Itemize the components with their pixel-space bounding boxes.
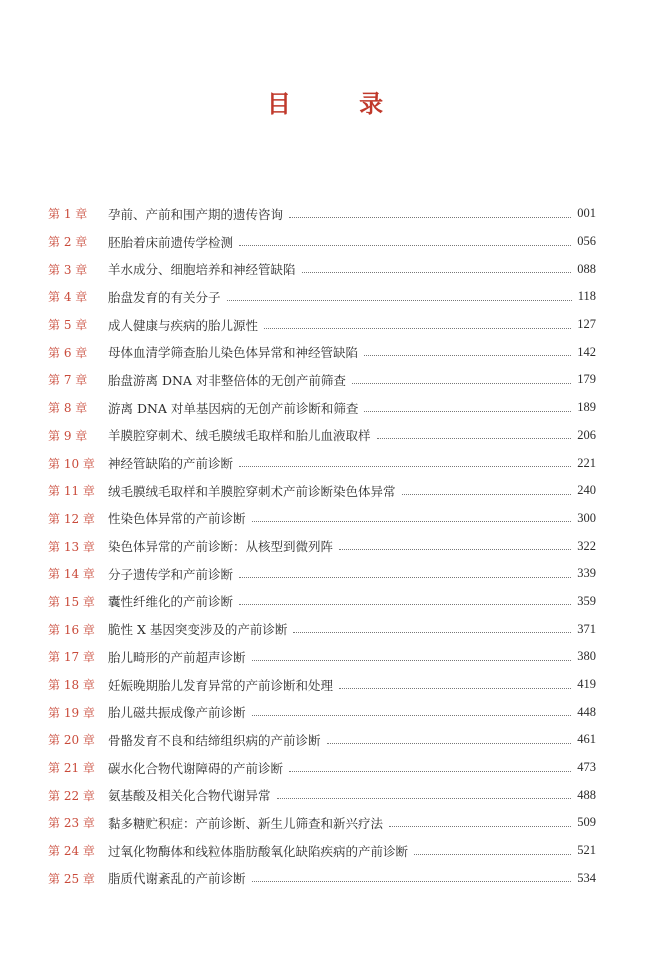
chapter-number: 第 19 章 bbox=[48, 705, 95, 720]
dot-leader bbox=[252, 714, 572, 716]
toc-entry[interactable] bbox=[48, 698, 596, 726]
toc-entry[interactable] bbox=[48, 338, 596, 366]
page-number: 001 bbox=[577, 206, 596, 221]
toc-entry[interactable] bbox=[48, 283, 596, 311]
page-number: 240 bbox=[577, 483, 596, 498]
toc-entry[interactable] bbox=[48, 588, 596, 616]
page-number: 359 bbox=[577, 593, 596, 608]
chapter-number: 第 21 章 bbox=[48, 761, 95, 776]
chapter-title[interactable]: 妊娠晚期胎儿发育异常的产前诊断和处理 bbox=[108, 677, 334, 693]
page-number: 521 bbox=[577, 843, 596, 858]
toc-entry[interactable] bbox=[48, 865, 596, 893]
dot-leader bbox=[327, 742, 572, 744]
chapter-number: 第 13 章 bbox=[48, 539, 95, 554]
page-number: 534 bbox=[577, 870, 596, 885]
dot-leader bbox=[277, 797, 572, 799]
chapter-title[interactable]: 孕前、产前和围产期的遗传咨询 bbox=[108, 206, 284, 222]
chapter-number: 第 17 章 bbox=[48, 650, 95, 665]
page-number: 221 bbox=[577, 455, 596, 470]
page-number: 179 bbox=[577, 372, 596, 387]
toc-entry[interactable] bbox=[48, 781, 596, 809]
toc-entry[interactable] bbox=[48, 366, 596, 394]
toc-entry[interactable] bbox=[48, 671, 596, 699]
toc-entry[interactable] bbox=[48, 837, 596, 865]
page-number: 371 bbox=[577, 621, 596, 636]
chapter-title[interactable]: 过氧化物酶体和线粒体脂肪酸氧化缺陷疾病的产前诊断 bbox=[108, 843, 409, 859]
toc-entry[interactable] bbox=[48, 422, 596, 450]
page-number: 448 bbox=[577, 704, 596, 719]
chapter-title[interactable]: 胎盘游离 DNA 对非整倍体的无创产前筛查 bbox=[108, 372, 346, 388]
toc-entry[interactable] bbox=[48, 615, 596, 643]
chapter-number: 第 7 章 bbox=[48, 373, 88, 388]
chapter-number: 第 10 章 bbox=[48, 456, 95, 471]
chapter-number: 第 16 章 bbox=[48, 622, 95, 637]
toc-entry[interactable] bbox=[48, 754, 596, 782]
chapter-title[interactable]: 骨骼发育不良和结缔组织病的产前诊断 bbox=[108, 732, 321, 748]
page-title: 目 录 bbox=[266, 89, 414, 118]
chapter-title[interactable]: 染色体异常的产前诊断：从核型到微列阵 bbox=[108, 539, 334, 555]
dot-leader bbox=[289, 770, 571, 772]
page-number: 206 bbox=[577, 427, 596, 442]
chapter-title[interactable]: 脂质代谢紊乱的产前诊断 bbox=[108, 871, 246, 887]
toc-entry[interactable] bbox=[48, 255, 596, 283]
chapter-title[interactable]: 囊性纤维化的产前诊断 bbox=[108, 594, 234, 610]
chapter-title[interactable]: 胎儿磁共振成像产前诊断 bbox=[108, 705, 246, 721]
chapter-number: 第 14 章 bbox=[48, 567, 95, 582]
chapter-title[interactable]: 神经管缺陷的产前诊断 bbox=[108, 456, 234, 472]
chapter-number: 第 12 章 bbox=[48, 511, 95, 526]
page-number: 088 bbox=[577, 261, 596, 276]
dot-leader bbox=[364, 410, 571, 412]
toc-entry[interactable] bbox=[48, 532, 596, 560]
toc-list bbox=[48, 200, 596, 892]
toc-entry[interactable] bbox=[48, 505, 596, 533]
chapter-number: 第 18 章 bbox=[48, 678, 95, 693]
chapter-number: 第 6 章 bbox=[48, 345, 88, 360]
chapter-title[interactable]: 羊水成分、细胞培养和神经管缺陷 bbox=[108, 262, 296, 278]
chapter-number: 第 22 章 bbox=[48, 788, 95, 803]
chapter-number: 第 4 章 bbox=[48, 290, 88, 305]
toc-entry[interactable] bbox=[48, 228, 596, 256]
dot-leader bbox=[227, 299, 572, 301]
dot-leader bbox=[264, 327, 571, 329]
dot-leader bbox=[239, 244, 571, 246]
dot-leader bbox=[239, 576, 571, 578]
chapter-title[interactable]: 脆性 X 基因突变涉及的产前诊断 bbox=[108, 622, 288, 638]
dot-leader bbox=[252, 880, 572, 882]
page-number: 380 bbox=[577, 649, 596, 664]
chapter-number: 第 24 章 bbox=[48, 844, 95, 859]
chapter-title[interactable]: 母体血清学筛查胎儿染色体异常和神经管缺陷 bbox=[108, 345, 359, 361]
dot-leader bbox=[252, 659, 572, 661]
toc-entry[interactable] bbox=[48, 560, 596, 588]
dot-leader bbox=[377, 437, 572, 439]
chapter-number: 第 25 章 bbox=[48, 871, 95, 886]
dot-leader bbox=[414, 853, 571, 855]
dot-leader bbox=[339, 548, 571, 550]
chapter-number: 第 2 章 bbox=[48, 235, 88, 250]
chapter-title[interactable]: 羊膜腔穿刺术、绒毛膜绒毛取样和胎儿血液取样 bbox=[108, 428, 371, 444]
page-number: 118 bbox=[577, 289, 596, 304]
dot-leader bbox=[252, 520, 572, 522]
page-number: 339 bbox=[577, 566, 596, 581]
page-number: 488 bbox=[577, 787, 596, 802]
chapter-title[interactable]: 胎儿畸形的产前超声诊断 bbox=[108, 649, 246, 665]
toc-entry[interactable] bbox=[48, 394, 596, 422]
dot-leader bbox=[302, 271, 572, 273]
toc-entry[interactable] bbox=[48, 311, 596, 339]
page-number: 473 bbox=[577, 760, 596, 775]
page-number: 419 bbox=[577, 677, 596, 692]
toc-entry[interactable] bbox=[48, 643, 596, 671]
dot-leader bbox=[402, 493, 572, 495]
chapter-title[interactable]: 碳水化合物代谢障碍的产前诊断 bbox=[108, 760, 284, 776]
chapter-number: 第 15 章 bbox=[48, 594, 95, 609]
toc-entry[interactable] bbox=[48, 449, 596, 477]
dot-leader bbox=[239, 603, 571, 605]
chapter-number: 第 3 章 bbox=[48, 262, 88, 277]
chapter-title[interactable]: 分子遗传学和产前诊断 bbox=[108, 566, 234, 582]
chapter-title[interactable]: 黏多糖贮积症：产前诊断、新生儿筛查和新兴疗法 bbox=[108, 815, 384, 831]
dot-leader bbox=[289, 216, 571, 218]
chapter-title[interactable]: 绒毛膜绒毛取样和羊膜腔穿刺术产前诊断染色体异常 bbox=[108, 483, 396, 499]
page-number: 127 bbox=[577, 317, 596, 332]
chapter-title[interactable]: 游离 DNA 对单基因病的无创产前诊断和筛查 bbox=[108, 400, 359, 416]
toc-entry[interactable] bbox=[48, 200, 596, 228]
page-number: 300 bbox=[577, 510, 596, 525]
chapter-number: 第 9 章 bbox=[48, 428, 88, 443]
toc-entry[interactable] bbox=[48, 726, 596, 754]
chapter-number: 第 20 章 bbox=[48, 733, 95, 748]
page-number: 189 bbox=[577, 400, 596, 415]
dot-leader bbox=[239, 465, 571, 467]
chapter-number: 第 5 章 bbox=[48, 318, 88, 333]
chapter-number: 第 8 章 bbox=[48, 401, 88, 416]
chapter-number: 第 23 章 bbox=[48, 816, 95, 831]
toc-entry[interactable] bbox=[48, 477, 596, 505]
page-number: 322 bbox=[577, 538, 596, 553]
dot-leader bbox=[293, 631, 571, 633]
page-number: 509 bbox=[577, 815, 596, 830]
dot-leader bbox=[389, 825, 571, 827]
dot-leader bbox=[339, 687, 571, 689]
chapter-title[interactable]: 胚胎着床前遗传学检测 bbox=[108, 234, 234, 250]
chapter-number: 第 11 章 bbox=[48, 484, 95, 499]
chapter-title[interactable]: 氨基酸及相关化合物代谢异常 bbox=[108, 788, 271, 804]
page-number: 056 bbox=[577, 234, 596, 249]
dot-leader bbox=[364, 354, 571, 356]
chapter-title[interactable]: 成人健康与疾病的胎儿源性 bbox=[108, 317, 259, 333]
page-number: 142 bbox=[577, 344, 596, 359]
dot-leader bbox=[352, 382, 571, 384]
chapter-title[interactable]: 性染色体异常的产前诊断 bbox=[108, 511, 246, 527]
chapter-number: 第 1 章 bbox=[48, 207, 88, 222]
chapter-title[interactable]: 胎盘发育的有关分子 bbox=[108, 289, 221, 305]
toc-entry[interactable] bbox=[48, 809, 596, 837]
page-number: 461 bbox=[577, 732, 596, 747]
